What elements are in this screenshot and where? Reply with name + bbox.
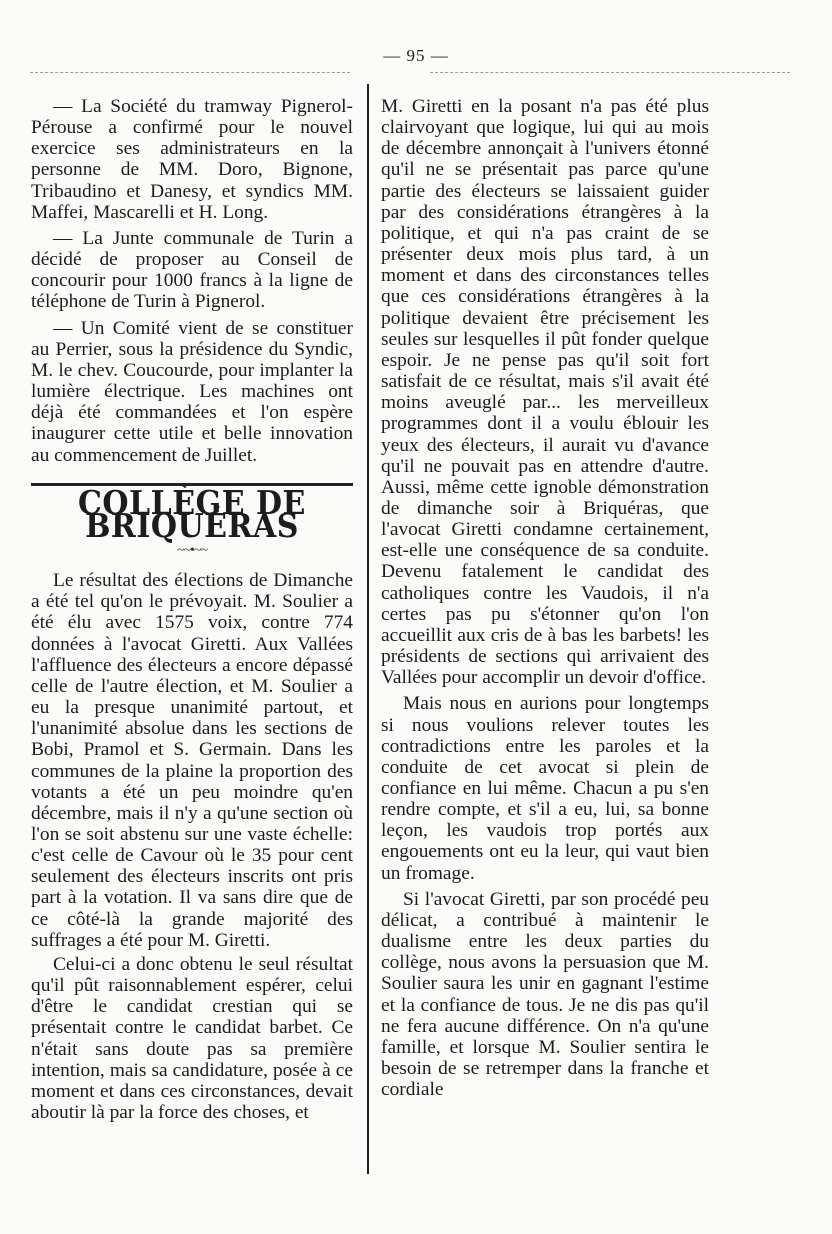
section-title: COLLÈGE DE BRIQUÉRAS [78, 483, 306, 546]
column-divider [367, 84, 369, 1174]
header-rule-right [430, 72, 790, 73]
article-paragraph: Celui-ci a donc obtenu le seul résultat qu'il pût raisonnablement espérer, celui d'être le candidat crestian qui se présentait contre le candidat barbet. Ce n'était sans doute pas sa première intention, mais sa candidature, posée à ce moment et dans ces circonstances, devait aboutir là par la force des choses, et [31, 953, 353, 1124]
news-items [31, 96, 353, 466]
article-paragraph: Si l'avocat Giretti, par son procédé peu délicat, a contribué à maintenir le dualisme entre les deux parties du collège, nous avons la persuasion que M. Soulier saura les unir en gagnant l'estime et la confiance de tous. Je ne dis pas qu'il ne fera aucune différence. On n'a qu'une famille, et lorsque M. Soulier sentira le besoin de se retremper dans la franche et cordiale [381, 888, 709, 1101]
news-item: — Un Comité vient de se constituer au Perrier, sous la présidence du Syndic, M. le chev. Coucourde, pour implanter la lumière électrique. Les machines ont déjà été commandées et l'on espère inaugurer cette utile et belle innovation au commencement de Juillet. [31, 317, 353, 466]
ornament-divider: ~~•~~ [176, 542, 208, 558]
article-paragraph: Le résultat des élections de Dimanche a été tel qu'on le prévoyait. M. Soulier a été élu avec 1575 voix, contre 774 données à l'avocat Giretti. Aux Vallées l'affluence des électeurs a encore dépassé celle de l'autre élection, et M. Soulier a eu la presque unanimité partout, et l'unanimité absolue dans les sections de Bobi, Pramol et S. Germain. Dans les communes de la plaine la proportion des votants a été un peu moindre qu'en décembre, mais il n'y a qu'une section où l'on se soit abstenu sur une vaste échelle: c'est celle de Cavour où le 35 pour cent seulement des électeurs inscrits ont pris part à la votation. Il va sans dire que de ce côté-là la grande majorité des suffrages a été pour M. Giretti. [31, 570, 353, 951]
right-column [381, 96, 709, 1100]
article-paragraph: Mais nous en aurions pour longtemps si nous voulions relever toutes les contradictions entre les paroles et la conduite de cet avocat si plein de confiance en lui même. Chacun a pu s'en rendre compte, et s'il a eu, lui, sa bonne leçon, les vaudois trop portés aux engouements ont eu la leur, qui vaut bien un fromage. [381, 693, 709, 884]
news-item: — La Société du tramway Pignerol-Pérouse a confirmé pour le nouvel exercice ses administrateurs en la personne de MM. Doro, Bignone, Tribaudino et Danesy, et syndics MM. Maffei, Mascarelli et H. Long. [31, 96, 353, 223]
news-item: — La Junte communale de Turin a décidé de proposer au Conseil de concourir pour 1000 francs à la ligne de téléphone de Turin à Pignerol. [31, 227, 353, 313]
page-number: — 95 — [383, 46, 449, 65]
left-column [31, 96, 353, 1123]
header-rule-left [30, 72, 350, 73]
article-body [31, 570, 353, 1123]
article-paragraph: M. Giretti en la posant n'a pas été plus clairvoyant que logique, lui qui au mois de décembre annonçait à l'univers étonné qu'il ne se présentait pas parce qu'une partie des électeurs se laissaient guider par des considérations étrangères à la politique, et qui n'a pas craint de se présenter deux mois plus tard, à un moment et dans des circonstances telles que ces considérations étrangères à la politique devaient être précisement les seules sur lesquelles il pût fonder quelque espoir. Je ne pense pas qu'il soit fort satisfait de ce résultat, mais s'il avait été moins aveuglé par... les merveilleux programmes dont il a voulu éblouir les yeux des électeurs, il aurait vu d'avance qu'il ne pouvait pas en attendre d'autre. Aussi, même cette ignoble démonstration de dimanche soir à Briquéras, que l'avocat Giretti condamne certainement, est-elle une conséquence de sa conduite. Devenu fatalement le candidat des catholiques contre les Vaudois, il n'a certes pas pu s'étonner qu'on l'on accueillit aux cris de à bas les barbets! les présidents de sections qui arrivaient des Vallées pour accomplir un devoir d'office. [381, 96, 709, 689]
